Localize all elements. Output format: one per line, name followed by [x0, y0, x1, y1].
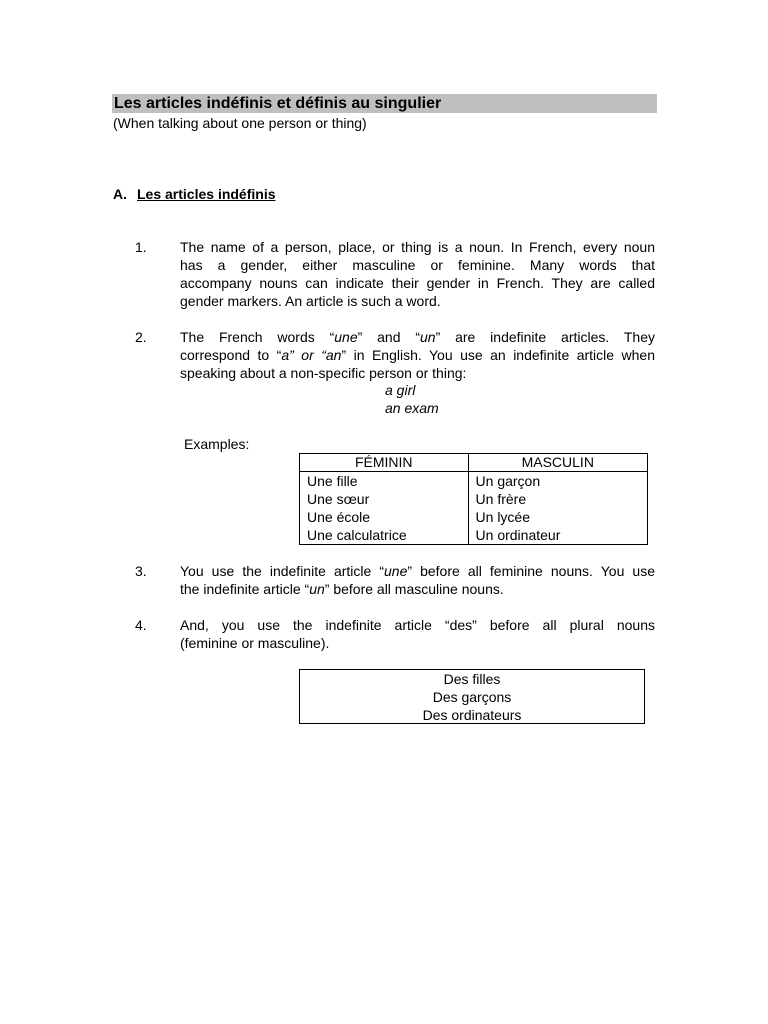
- item-number: 2.: [135, 329, 147, 345]
- table-row: [300, 508, 648, 526]
- text-run: The French words “: [180, 329, 335, 345]
- item-number: 4.: [135, 617, 147, 633]
- paragraph-line: gender markers. An article is such a word.: [180, 293, 441, 309]
- item-paragraph: [180, 616, 655, 652]
- table-cell: Une sœur: [300, 490, 469, 508]
- italic-term: un: [309, 581, 325, 597]
- example-phrase: an exam: [385, 400, 439, 416]
- text-run: ” before all masculine nouns.: [324, 581, 504, 597]
- text-run: ” in English. You use an indefinite article when: [341, 347, 655, 363]
- table-row: [300, 472, 648, 491]
- plural-example: Des filles: [443, 671, 501, 687]
- page-title: Les articles indéfinis et définis au singulier: [114, 95, 442, 112]
- paragraph-line: [180, 328, 655, 346]
- plural-example: Des ordinateurs: [422, 707, 522, 723]
- table-cell: Une fille: [300, 472, 469, 491]
- table-cell: Un garçon: [468, 472, 647, 491]
- text-run: correspond to “: [180, 347, 282, 363]
- column-header-feminine: FÉMININ: [300, 454, 469, 472]
- item-paragraph: [180, 562, 655, 598]
- italic-term: une: [384, 563, 408, 579]
- table-cell: Une école: [300, 508, 469, 526]
- examples-label: Examples:: [184, 436, 250, 452]
- paragraph-line: [180, 346, 655, 364]
- paragraph-line: The name of a person, place, or thing is a noun. In French, every noun: [180, 239, 655, 255]
- plural-example: Des garçons: [432, 689, 512, 705]
- table-row: [300, 490, 648, 508]
- text-run: ” and “: [357, 329, 420, 345]
- text-run: the indefinite article “: [180, 581, 310, 597]
- paragraph-line: speaking about a non-specific person or thing:: [180, 365, 467, 381]
- text-run: You use the indefinite article “: [180, 563, 385, 579]
- table-cell: Une calculatrice: [300, 526, 469, 545]
- section-letter: A.: [113, 186, 127, 202]
- table-cell: Un lycée: [468, 508, 647, 526]
- section-title: Les articles indéfinis: [137, 186, 276, 202]
- gender-table: [299, 453, 648, 545]
- column-header-masculine: MASCULIN: [468, 454, 647, 472]
- table-row: [300, 526, 648, 545]
- page-subtitle: (When talking about one person or thing): [113, 115, 367, 131]
- table-header-row: [300, 454, 648, 472]
- item-number: 3.: [135, 563, 147, 579]
- plural-examples-box: [299, 669, 645, 724]
- table-cell: Un frère: [468, 490, 647, 508]
- text-run: ” are indefinite articles. They: [435, 329, 656, 345]
- italic-term: a: [281, 347, 290, 363]
- italic-term: an: [325, 347, 342, 363]
- item-paragraph: [180, 238, 655, 310]
- paragraph-line: accompany nouns can indicate their gender in French. They are called: [180, 275, 655, 291]
- text-run: ” before all feminine nouns. You use: [407, 563, 655, 579]
- example-phrase: a girl: [385, 382, 416, 398]
- paragraph-line: And, you use the indefinite article “des” before all plural nouns: [180, 617, 655, 633]
- italic-term: un: [420, 329, 436, 345]
- item-paragraph: [180, 328, 655, 382]
- paragraph-line: [180, 562, 655, 580]
- paragraph-line: [180, 580, 655, 598]
- paragraph-line: has a gender, either masculine or feminine. Many words that: [180, 257, 655, 273]
- table-cell: Un ordinateur: [468, 526, 647, 545]
- italic-term: une: [334, 329, 358, 345]
- paragraph-line: (feminine or masculine).: [180, 635, 330, 651]
- text-run: ” or “: [289, 347, 326, 363]
- item-number: 1.: [135, 239, 147, 255]
